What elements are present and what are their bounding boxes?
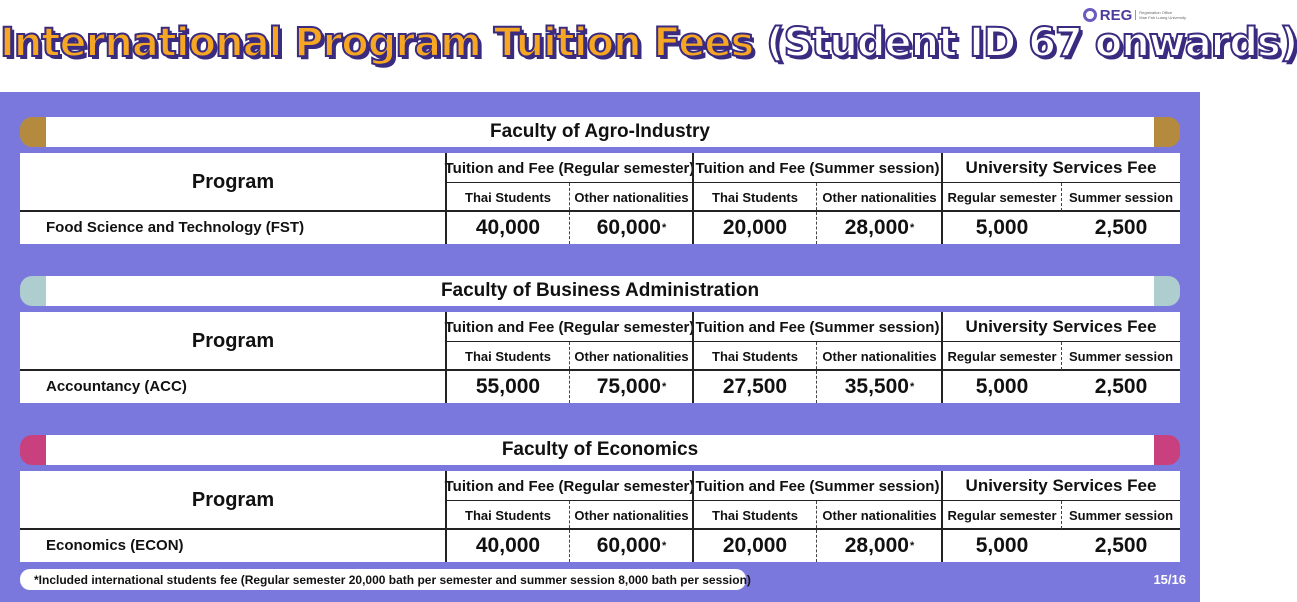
subheader-summer	[1062, 501, 1180, 529]
summer-tuition-header-text: Tuition and Fee (Summer session)	[695, 159, 940, 177]
services-fee-header-text: University Services Fee	[965, 476, 1157, 495]
subheader-thai-text: Thai Students	[712, 507, 798, 523]
summer-tuition-header-text: Tuition and Fee (Summer session)	[695, 477, 940, 495]
fee-value-sum-thai-text: 27,500	[722, 374, 788, 398]
column-divider-dashed	[1061, 183, 1062, 211]
subheader-regular-text: Regular semester	[947, 507, 1057, 523]
reg-logo-sub1: Registration Office	[1139, 10, 1173, 15]
fee-value-sum-other-text: 35,500	[844, 374, 909, 398]
subheader-other-text: Other nationalities	[822, 189, 937, 205]
regular-tuition-header-text: Tuition and Fee (Regular semester)	[444, 159, 695, 177]
services-fee-header-text: University Services Fee	[965, 317, 1157, 336]
program-column-header-text: Program	[191, 488, 275, 511]
column-divider-dashed	[569, 342, 570, 403]
faculty-name: Faculty of Agro-Industry	[46, 117, 1154, 147]
fee-value-reg-other-text: 75,000	[596, 374, 661, 398]
subheader-summer	[1062, 342, 1180, 370]
subheader-other	[570, 342, 693, 370]
fee-value-svc-regular	[942, 211, 1062, 244]
subheader-thai-text: Thai Students	[465, 189, 551, 205]
regular-tuition-header	[446, 471, 693, 501]
reg-logo-subtitle	[1135, 10, 1186, 20]
fee-value-reg-other-text: 60,000	[596, 533, 661, 557]
subheader-regular-text: Regular semester	[947, 348, 1057, 364]
program-name	[20, 211, 446, 244]
fee-table	[20, 312, 1180, 403]
subheader-thai	[693, 342, 817, 370]
fee-value-svc-regular	[942, 529, 1062, 562]
subheader-summer-text: Summer session	[1068, 507, 1174, 523]
summer-tuition-header	[693, 471, 942, 501]
subheader-thai-text: Thai Students	[465, 348, 551, 364]
asterisk-mark: *	[909, 539, 915, 552]
column-divider	[692, 312, 694, 403]
regular-tuition-header	[446, 153, 693, 183]
subheader-other-text: Other nationalities	[574, 507, 689, 523]
subheader-thai	[693, 183, 817, 211]
fee-value-svc-regular-text: 5,000	[975, 215, 1029, 239]
subheader-summer-text: Summer session	[1068, 348, 1174, 364]
page-title	[0, 20, 1297, 66]
program-column-header-text: Program	[191, 329, 275, 352]
page-number: 15/16	[1153, 572, 1186, 587]
column-divider-dashed	[1061, 342, 1062, 370]
subheader-divider	[446, 341, 1180, 342]
fee-value-sum-other	[817, 370, 942, 403]
fee-value-reg-other-text: 60,000	[596, 215, 661, 239]
services-fee-header	[942, 312, 1180, 342]
fee-value-sum-thai	[693, 529, 817, 562]
fee-value-sum-other	[817, 529, 942, 562]
fee-value-reg-thai-text: 55,000	[475, 374, 541, 398]
column-divider	[445, 312, 447, 403]
column-divider	[692, 153, 694, 244]
subheader-other-text: Other nationalities	[574, 189, 689, 205]
fee-value-reg-thai	[446, 529, 570, 562]
reg-logo-sub2: Mae Fah Luang University	[1139, 15, 1186, 20]
subheader-thai-text: Thai Students	[712, 189, 798, 205]
fee-value-reg-other	[570, 211, 693, 244]
fee-value-svc-summer	[1062, 370, 1180, 403]
subheader-other-text: Other nationalities	[574, 348, 689, 364]
fee-value-svc-regular-text: 5,000	[975, 533, 1029, 557]
title-main: International Program Tuition Fees	[0, 20, 754, 66]
subheader-thai	[446, 183, 570, 211]
footnote: *Included international students fee (Regular semester 20,000 bath per semester and summer session 8,000 bath per session)	[20, 569, 746, 590]
fee-value-sum-other-text: 28,000	[844, 215, 909, 239]
subheader-divider	[446, 182, 1180, 183]
subheader-regular	[942, 342, 1062, 370]
column-divider	[445, 471, 447, 562]
services-fee-header-text: University Services Fee	[965, 158, 1157, 177]
subheader-other-text: Other nationalities	[822, 348, 937, 364]
subheader-other	[570, 183, 693, 211]
subheader-other	[817, 342, 942, 370]
subheader-other	[570, 501, 693, 529]
fee-value-svc-summer	[1062, 529, 1180, 562]
faculty-bar	[20, 435, 1180, 465]
column-divider-dashed	[816, 183, 817, 244]
subheader-thai	[446, 501, 570, 529]
column-divider-dashed	[569, 501, 570, 562]
subheader-thai	[693, 501, 817, 529]
regular-tuition-header	[446, 312, 693, 342]
fee-table	[20, 153, 1180, 244]
column-divider-dashed	[569, 183, 570, 244]
fee-value-sum-thai	[693, 211, 817, 244]
fee-value-sum-other-text: 28,000	[844, 533, 909, 557]
fee-value-reg-thai-text: 40,000	[475, 215, 541, 239]
row-divider	[20, 210, 1180, 212]
column-divider	[941, 153, 943, 244]
asterisk-mark: *	[661, 539, 667, 552]
column-divider-dashed	[816, 342, 817, 403]
title-sub: (Student ID 67 onwards)	[766, 20, 1297, 66]
services-fee-header	[942, 471, 1180, 501]
subheader-other	[817, 183, 942, 211]
program-column-header-text: Program	[191, 170, 275, 193]
faculty-bar	[20, 276, 1180, 306]
fee-value-reg-thai	[446, 370, 570, 403]
fee-value-reg-other	[570, 529, 693, 562]
fee-table	[20, 471, 1180, 562]
row-divider	[20, 369, 1180, 371]
fee-value-sum-thai	[693, 370, 817, 403]
column-divider	[941, 471, 943, 562]
subheader-summer-text: Summer session	[1068, 189, 1174, 205]
fee-value-reg-thai	[446, 211, 570, 244]
program-name-text: Food Science and Technology (FST)	[46, 219, 305, 236]
column-divider-dashed	[1061, 501, 1062, 529]
program-name-text: Economics (ECON)	[46, 537, 184, 554]
column-divider	[445, 153, 447, 244]
subheader-thai-text: Thai Students	[712, 348, 798, 364]
program-column-header	[20, 153, 446, 211]
fee-value-reg-thai-text: 40,000	[475, 533, 541, 557]
program-column-header	[20, 312, 446, 370]
asterisk-mark: *	[909, 221, 915, 234]
asterisk-mark: *	[661, 380, 667, 393]
faculty-name: Faculty of Business Administration	[46, 276, 1154, 306]
services-fee-header	[942, 153, 1180, 183]
fee-value-svc-summer-text: 2,500	[1094, 374, 1148, 398]
asterisk-mark: *	[661, 221, 667, 234]
program-column-header	[20, 471, 446, 529]
subheader-regular-text: Regular semester	[947, 189, 1057, 205]
fee-value-svc-summer-text: 2,500	[1094, 215, 1148, 239]
program-name	[20, 370, 446, 403]
column-divider	[692, 471, 694, 562]
faculty-bar	[20, 117, 1180, 147]
fee-value-sum-other	[817, 211, 942, 244]
subheader-summer	[1062, 183, 1180, 211]
program-name-text: Accountancy (ACC)	[46, 378, 187, 395]
row-divider	[20, 528, 1180, 530]
fee-value-reg-other	[570, 370, 693, 403]
fee-value-sum-thai-text: 20,000	[722, 533, 788, 557]
summer-tuition-header-text: Tuition and Fee (Summer session)	[695, 318, 940, 336]
subheader-thai-text: Thai Students	[465, 507, 551, 523]
column-divider-dashed	[816, 501, 817, 562]
subheader-thai	[446, 342, 570, 370]
regular-tuition-header-text: Tuition and Fee (Regular semester)	[444, 318, 695, 336]
fee-value-svc-summer-text: 2,500	[1094, 533, 1148, 557]
subheader-other-text: Other nationalities	[822, 507, 937, 523]
regular-tuition-header-text: Tuition and Fee (Regular semester)	[444, 477, 695, 495]
summer-tuition-header	[693, 312, 942, 342]
summer-tuition-header	[693, 153, 942, 183]
column-divider	[941, 312, 943, 403]
faculty-name: Faculty of Economics	[46, 435, 1154, 465]
subheader-regular	[942, 183, 1062, 211]
subheader-other	[817, 501, 942, 529]
program-name	[20, 529, 446, 562]
subheader-regular	[942, 501, 1062, 529]
subheader-divider	[446, 500, 1180, 501]
fee-value-svc-regular-text: 5,000	[975, 374, 1029, 398]
asterisk-mark: *	[909, 380, 915, 393]
fee-value-svc-summer	[1062, 211, 1180, 244]
reg-logo-text: REG	[1099, 6, 1133, 24]
fee-value-sum-thai-text: 20,000	[722, 215, 788, 239]
fee-value-svc-regular	[942, 370, 1062, 403]
